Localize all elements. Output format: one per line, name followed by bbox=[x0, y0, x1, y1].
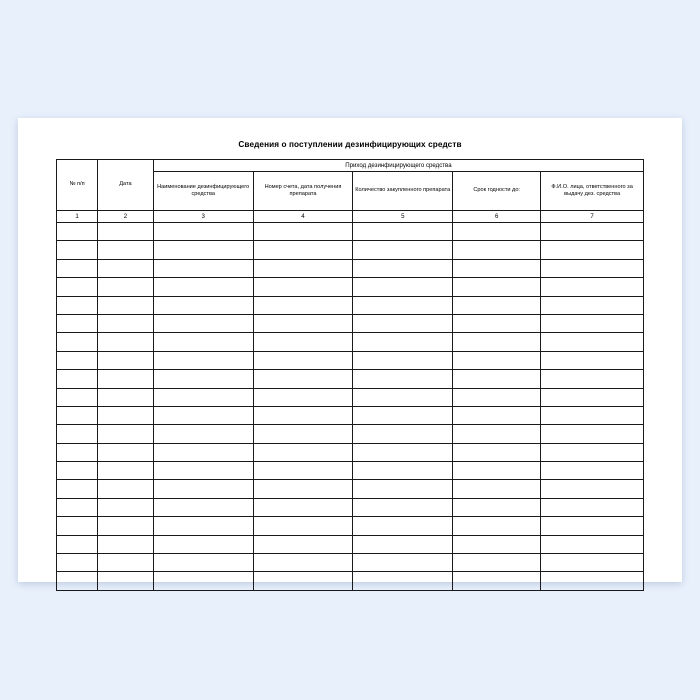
table-row[interactable] bbox=[57, 259, 644, 277]
table-cell[interactable] bbox=[153, 223, 253, 241]
table-cell[interactable] bbox=[98, 572, 154, 590]
table-cell[interactable] bbox=[98, 314, 154, 332]
table-cell[interactable] bbox=[353, 425, 453, 443]
table-cell[interactable] bbox=[57, 333, 98, 351]
table-cell[interactable] bbox=[98, 388, 154, 406]
table-cell[interactable] bbox=[253, 480, 353, 498]
page-title: Сведения о поступлении дезинфицирующих средств bbox=[238, 140, 462, 149]
table-cell[interactable] bbox=[153, 388, 253, 406]
table-cell[interactable] bbox=[253, 351, 353, 369]
table-cell[interactable] bbox=[253, 333, 353, 351]
table-cell[interactable] bbox=[57, 554, 98, 572]
table-cell[interactable] bbox=[57, 572, 98, 590]
table-cell[interactable] bbox=[57, 443, 98, 461]
table-cell[interactable] bbox=[453, 259, 541, 277]
table-cell[interactable] bbox=[453, 370, 541, 388]
table-cell[interactable] bbox=[153, 314, 253, 332]
table-cell[interactable] bbox=[453, 406, 541, 424]
table-cell[interactable] bbox=[541, 278, 644, 296]
table-cell[interactable] bbox=[253, 370, 353, 388]
table-cell[interactable] bbox=[353, 572, 453, 590]
table-cell[interactable] bbox=[353, 370, 453, 388]
table-cell[interactable] bbox=[57, 388, 98, 406]
table-cell[interactable] bbox=[541, 406, 644, 424]
table-cell[interactable] bbox=[541, 443, 644, 461]
table-cell[interactable] bbox=[541, 480, 644, 498]
group-header-row bbox=[57, 160, 644, 172]
table-row[interactable] bbox=[57, 223, 644, 241]
table-row[interactable] bbox=[57, 333, 644, 351]
table-cell[interactable] bbox=[453, 425, 541, 443]
table-cell[interactable] bbox=[253, 296, 353, 314]
column-header-responsible: Ф.И.О. лица, ответственного за выдачу дез. средства bbox=[541, 172, 644, 211]
table-cell[interactable] bbox=[453, 351, 541, 369]
table-cell[interactable] bbox=[57, 480, 98, 498]
table-cell[interactable] bbox=[541, 333, 644, 351]
table-cell[interactable] bbox=[253, 462, 353, 480]
document-content bbox=[56, 140, 644, 591]
table-cell[interactable] bbox=[353, 388, 453, 406]
table-row[interactable] bbox=[57, 498, 644, 516]
table-cell[interactable] bbox=[353, 517, 453, 535]
table-cell[interactable] bbox=[98, 462, 154, 480]
table-cell[interactable] bbox=[153, 296, 253, 314]
table-cell[interactable] bbox=[57, 314, 98, 332]
table-row[interactable] bbox=[57, 517, 644, 535]
table-cell[interactable] bbox=[98, 370, 154, 388]
table-cell[interactable] bbox=[253, 425, 353, 443]
column-number-1: 1 bbox=[57, 211, 98, 223]
table-cell[interactable] bbox=[98, 259, 154, 277]
table-row[interactable] bbox=[57, 406, 644, 424]
column-number-6: 6 bbox=[453, 211, 541, 223]
table-cell[interactable] bbox=[98, 443, 154, 461]
table-cell[interactable] bbox=[353, 498, 453, 516]
table-row[interactable] bbox=[57, 535, 644, 553]
table-cell[interactable] bbox=[353, 278, 453, 296]
table-cell[interactable] bbox=[453, 333, 541, 351]
table-cell[interactable] bbox=[153, 498, 253, 516]
table-cell[interactable] bbox=[541, 351, 644, 369]
table-body bbox=[57, 223, 644, 591]
column-number-7: 7 bbox=[541, 211, 644, 223]
table-cell[interactable] bbox=[541, 517, 644, 535]
table-cell[interactable] bbox=[453, 296, 541, 314]
table-cell[interactable] bbox=[153, 351, 253, 369]
table-cell[interactable] bbox=[57, 351, 98, 369]
table-cell[interactable] bbox=[57, 535, 98, 553]
table-cell[interactable] bbox=[153, 517, 253, 535]
table-row[interactable] bbox=[57, 388, 644, 406]
table-cell[interactable] bbox=[153, 259, 253, 277]
table-cell[interactable] bbox=[98, 425, 154, 443]
table-cell[interactable] bbox=[153, 535, 253, 553]
table-cell[interactable] bbox=[57, 296, 98, 314]
document-page bbox=[18, 118, 682, 582]
table-cell[interactable] bbox=[153, 462, 253, 480]
column-number-5: 5 bbox=[353, 211, 453, 223]
table-cell[interactable] bbox=[453, 480, 541, 498]
table-cell[interactable] bbox=[253, 314, 353, 332]
table-row[interactable] bbox=[57, 241, 644, 259]
table-cell[interactable] bbox=[98, 351, 154, 369]
table-cell[interactable] bbox=[253, 406, 353, 424]
table-cell[interactable] bbox=[541, 535, 644, 553]
table-cell[interactable] bbox=[253, 443, 353, 461]
table-cell[interactable] bbox=[353, 406, 453, 424]
table-cell[interactable] bbox=[57, 223, 98, 241]
table-cell[interactable] bbox=[453, 498, 541, 516]
table-cell[interactable] bbox=[541, 296, 644, 314]
table-cell[interactable] bbox=[353, 535, 453, 553]
table-cell[interactable] bbox=[453, 535, 541, 553]
supply-register-table bbox=[56, 159, 644, 591]
table-cell[interactable] bbox=[153, 370, 253, 388]
table-cell[interactable] bbox=[353, 480, 453, 498]
table-cell[interactable] bbox=[541, 259, 644, 277]
table-cell[interactable] bbox=[57, 259, 98, 277]
table-row[interactable] bbox=[57, 480, 644, 498]
table-cell[interactable] bbox=[98, 296, 154, 314]
table-cell[interactable] bbox=[98, 406, 154, 424]
table-cell[interactable] bbox=[57, 498, 98, 516]
table-cell[interactable] bbox=[153, 333, 253, 351]
table-cell[interactable] bbox=[541, 370, 644, 388]
table-row[interactable] bbox=[57, 425, 644, 443]
table-cell[interactable] bbox=[353, 333, 453, 351]
table-cell[interactable] bbox=[453, 517, 541, 535]
table-cell[interactable] bbox=[98, 554, 154, 572]
table-cell[interactable] bbox=[453, 278, 541, 296]
table-cell[interactable] bbox=[453, 443, 541, 461]
table-cell[interactable] bbox=[253, 535, 353, 553]
table-cell[interactable] bbox=[353, 351, 453, 369]
table-row[interactable] bbox=[57, 370, 644, 388]
table-cell[interactable] bbox=[153, 278, 253, 296]
table-cell[interactable] bbox=[253, 223, 353, 241]
table-cell[interactable] bbox=[453, 241, 541, 259]
table-cell[interactable] bbox=[353, 296, 453, 314]
table-cell[interactable] bbox=[253, 259, 353, 277]
table-cell[interactable] bbox=[57, 517, 98, 535]
table-row[interactable] bbox=[57, 351, 644, 369]
table-cell[interactable] bbox=[153, 241, 253, 259]
table-cell[interactable] bbox=[353, 241, 453, 259]
table-cell[interactable] bbox=[57, 241, 98, 259]
column-number-3: 3 bbox=[153, 211, 253, 223]
table-cell[interactable] bbox=[453, 388, 541, 406]
table-cell[interactable] bbox=[541, 425, 644, 443]
table-cell[interactable] bbox=[57, 278, 98, 296]
table-cell[interactable] bbox=[153, 425, 253, 443]
table-row[interactable] bbox=[57, 572, 644, 590]
column-header-name: Наименование дезинфицирующего средства bbox=[153, 172, 253, 211]
table-cell[interactable] bbox=[453, 462, 541, 480]
table-cell[interactable] bbox=[98, 278, 154, 296]
group-header-income: Приход дезинфицирующего средства bbox=[153, 160, 643, 172]
table-cell[interactable] bbox=[153, 406, 253, 424]
table-cell[interactable] bbox=[541, 572, 644, 590]
table-cell[interactable] bbox=[453, 554, 541, 572]
table-cell[interactable] bbox=[57, 370, 98, 388]
table-cell[interactable] bbox=[98, 241, 154, 259]
column-header-number: № п/п bbox=[57, 160, 98, 211]
table-cell[interactable] bbox=[253, 572, 353, 590]
table-cell[interactable] bbox=[541, 388, 644, 406]
table-row[interactable] bbox=[57, 462, 644, 480]
column-header-quantity: Количество закупленного препарата bbox=[353, 172, 453, 211]
table-cell[interactable] bbox=[153, 480, 253, 498]
table-cell[interactable] bbox=[98, 535, 154, 553]
table-row[interactable] bbox=[57, 314, 644, 332]
column-header-expiry: Срок годности до: bbox=[453, 172, 541, 211]
table-row[interactable] bbox=[57, 278, 644, 296]
table-cell[interactable] bbox=[98, 517, 154, 535]
table-cell[interactable] bbox=[153, 554, 253, 572]
table-row[interactable] bbox=[57, 443, 644, 461]
table-cell[interactable] bbox=[541, 314, 644, 332]
table-row[interactable] bbox=[57, 296, 644, 314]
table-cell[interactable] bbox=[57, 406, 98, 424]
table-cell[interactable] bbox=[57, 425, 98, 443]
table-cell[interactable] bbox=[353, 554, 453, 572]
table-cell[interactable] bbox=[253, 241, 353, 259]
table-cell[interactable] bbox=[453, 572, 541, 590]
table-cell[interactable] bbox=[153, 443, 253, 461]
table-cell[interactable] bbox=[98, 223, 154, 241]
table-cell[interactable] bbox=[353, 223, 453, 241]
table-cell[interactable] bbox=[453, 314, 541, 332]
table-cell[interactable] bbox=[541, 241, 644, 259]
table-cell[interactable] bbox=[98, 333, 154, 351]
table-cell[interactable] bbox=[353, 462, 453, 480]
column-header-invoice: Номер счета, дата получения препарата bbox=[253, 172, 353, 211]
table-cell[interactable] bbox=[98, 480, 154, 498]
table-cell[interactable] bbox=[98, 498, 154, 516]
column-number-2: 2 bbox=[98, 211, 154, 223]
table-cell[interactable] bbox=[541, 498, 644, 516]
table-row[interactable] bbox=[57, 554, 644, 572]
table-cell[interactable] bbox=[57, 462, 98, 480]
column-number-row bbox=[57, 211, 644, 223]
table-cell[interactable] bbox=[253, 517, 353, 535]
table-cell[interactable] bbox=[253, 498, 353, 516]
table-cell[interactable] bbox=[453, 223, 541, 241]
table-cell[interactable] bbox=[353, 314, 453, 332]
table-cell[interactable] bbox=[253, 388, 353, 406]
table-cell[interactable] bbox=[541, 462, 644, 480]
table-cell[interactable] bbox=[253, 278, 353, 296]
column-number-4: 4 bbox=[253, 211, 353, 223]
table-cell[interactable] bbox=[353, 259, 453, 277]
table-head bbox=[57, 160, 644, 223]
table-cell[interactable] bbox=[253, 554, 353, 572]
table-cell[interactable] bbox=[153, 572, 253, 590]
table-cell[interactable] bbox=[353, 443, 453, 461]
column-header-date: Дата bbox=[98, 160, 154, 211]
table-cell[interactable] bbox=[541, 554, 644, 572]
table-cell[interactable] bbox=[541, 223, 644, 241]
